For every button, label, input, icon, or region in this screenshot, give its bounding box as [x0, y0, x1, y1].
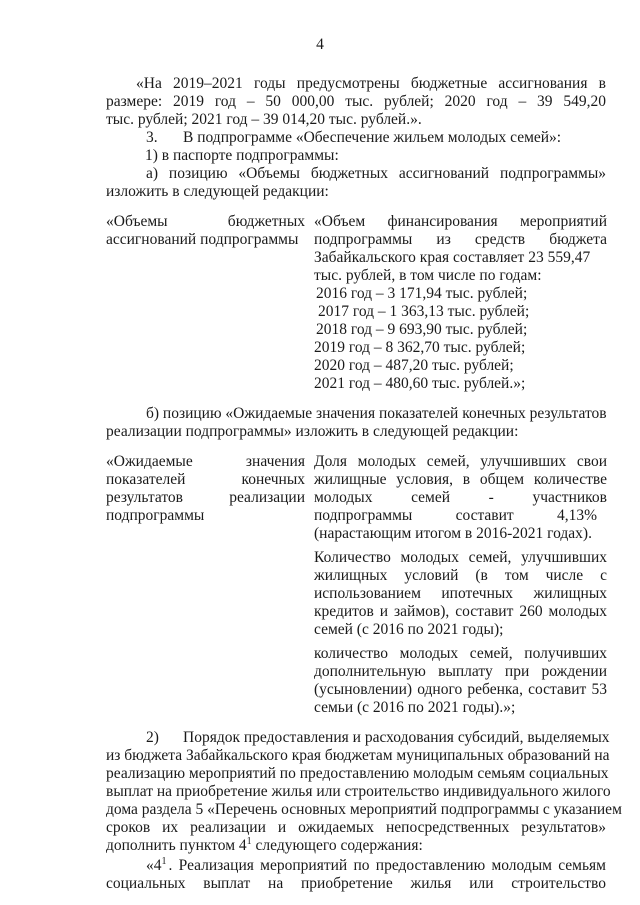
- table2-right-line: семей (с 2016 по 2021 годы);: [314, 621, 504, 638]
- paragraph-line: размере: 2019 год – 50 000,00 тыс. рублей; 2020 год – 39 549,20: [106, 93, 606, 110]
- subitem-b-line: реализации подпрограммы» изложить в следующей редакции:: [106, 423, 519, 440]
- table2-right-line: кредитов и займов), составит 260 молодых: [314, 603, 607, 620]
- table2-right-line: (нарастающим итогом в 2016-2021 годах).: [314, 525, 592, 542]
- subitem-a-line: изложить в следующей редакции:: [106, 183, 329, 200]
- table1-year-line: 2019 год – 8 362,70 тыс. рублей;: [314, 339, 526, 356]
- table2-left-line: результатов реализации: [106, 489, 305, 506]
- superscript: 1: [161, 856, 167, 867]
- quote-start: [146, 857, 167, 875]
- table2-right-line: использованием ипотечных жилищных: [314, 585, 607, 602]
- item-number: 2): [146, 729, 159, 746]
- quote-prefix: «4: [146, 857, 162, 874]
- table2-right-line: подпрограммы составит 4,13%: [314, 507, 597, 524]
- quote-line: [146, 857, 606, 875]
- table1-left-line: «Объемы бюджетных: [106, 213, 305, 230]
- table2-right-line: жилищных условий (в том числе с: [314, 567, 607, 584]
- table2-right-line: молодых семей - участников: [314, 489, 607, 506]
- quote-text: . Реализация мероприятий по предоставлению молодым семьям: [168, 857, 606, 874]
- item2-last-text: следующего содержания:: [251, 837, 423, 854]
- table1-year-line: 2016 год – 3 171,94 тыс. рублей;: [316, 285, 528, 302]
- paragraph-line: тыс. рублей; 2021 год – 39 014,20 тыс. рублей.».: [106, 111, 422, 128]
- subitem-b-line: б) позицию «Ожидаемые значения показателей конечных результатов: [146, 405, 607, 422]
- item-number: 3.: [146, 129, 158, 146]
- page-number: 4: [316, 36, 324, 53]
- table2-left-line: показателей конечных: [106, 471, 305, 488]
- paragraph-line: «На 2019–2021 годы предусмотрены бюджетные ассигнования в: [136, 75, 606, 92]
- table1-right-line: тыс. рублей, в том числе по годам:: [314, 267, 542, 284]
- table2-right-line: дополнительную выплату при рождении: [314, 663, 607, 680]
- table2-right-line: количество молодых семей, получивших: [314, 645, 607, 662]
- table1-year-line: 2020 год – 487,20 тыс. рублей;: [314, 357, 514, 374]
- subitem-1: 1) в паспорте подпрограммы:: [145, 147, 339, 164]
- item2-line: [106, 837, 423, 855]
- item2-line: из бюджета Забайкальского края бюджетам муниципальных образований на: [106, 747, 610, 764]
- item2-line: реализацию мероприятий по предоставлению молодым семьям социальных: [106, 765, 609, 782]
- item-heading: В подпрограмме «Обеспечение жильем молодых семей»:: [183, 129, 562, 146]
- table1-year-line: 2018 год – 9 693,90 тыс. рублей;: [316, 321, 528, 338]
- table1-year-line: 2021 год – 480,60 тыс. рублей.»;: [314, 375, 526, 392]
- item2-last-text: дополнить пунктом 4: [106, 837, 247, 854]
- table2-right-line: семьи (с 2016 по 2021 годы).»;: [314, 699, 516, 716]
- table2-right-line: Доля молодых семей, улучшивших свои: [314, 453, 607, 470]
- table2-right-line: (усыновлении) одного ребенка, составит 53: [314, 681, 607, 698]
- quote-line: социальных выплат на приобретение жилья или строительство: [106, 875, 606, 892]
- table2-left-line: «Ожидаемые значения: [106, 453, 305, 470]
- table1-right-line: Забайкальского края составляет 23 559,47: [314, 249, 591, 266]
- table1-right-line: «Объем финансирования мероприятий: [314, 213, 607, 230]
- item2-line: Порядок предоставления и расходования субсидий, выделяемых: [183, 729, 610, 746]
- item2-line: дома раздела 5 «Перечень основных мероприятий подпрограммы с указанием: [106, 801, 622, 818]
- table1-year-line: 2017 год – 1 363,13 тыс. рублей;: [318, 303, 530, 320]
- table2-left-line: подпрограммы: [106, 507, 205, 524]
- table2-right-line: Количество молодых семей, улучшивших: [314, 549, 607, 566]
- item2-line: сроков их реализации и ожидаемых непосредственных результатов»: [106, 819, 606, 836]
- subitem-a-line: а) позицию «Объемы бюджетных ассигнований подпрограммы»: [146, 165, 606, 182]
- table1-left-line: ассигнований подпрограммы: [106, 231, 299, 248]
- table1-right-line: подпрограммы из средств бюджета: [314, 231, 607, 248]
- item2-line: выплат на приобретение жилья или строительство индивидуального жилого: [106, 783, 611, 800]
- table2-right-line: жилищные условия, в общем количестве: [314, 471, 607, 488]
- superscript: 1: [246, 836, 252, 847]
